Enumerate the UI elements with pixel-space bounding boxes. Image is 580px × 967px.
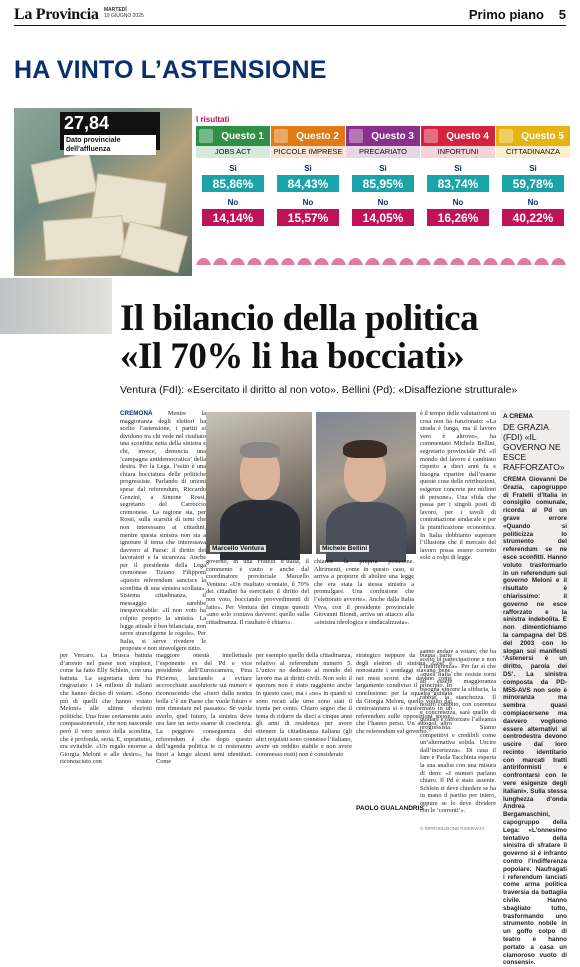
crowd-figure [297, 258, 312, 276]
turnout-value: 27,84 [64, 113, 110, 133]
crowd-illustration [196, 258, 566, 276]
crowd-figure [483, 258, 498, 276]
portrait-hair [240, 442, 280, 458]
yes-value: 83,74% [427, 175, 489, 192]
portrait-body [326, 502, 406, 562]
question-icon [274, 129, 288, 143]
no-value: 16,26% [427, 209, 489, 226]
article-text: Mentre la maggioranza degli elettori ha scelto l’astensione, i partiti si dividono tra chi vede nel risultato una sconfitta netta della sinistra e chi, invece, denuncia una ‘campagna antidemocratica’ della destra. Per la Lega, l’esito è una chiara bocciatura delle politiche progressiste. Parlando di unioni spese dal referendum, Riccardo Genzini, a Simone Rossi, segretario del Carroccio cremonese. La ragione sta, per Rossi, sulla scarsità di temi che non interessano ai cittadini, mentre questa sinistra non sta a ignorare il tema che interessava davvero al Paese: il diritto dei lavoratori e la sicurezza. Anche per il presidente della Lega cremonese Tiziano Filipponi «questo referendum sancisce la sconfitta di una sinistra scollata». Sistema cittadinanza, il messaggio sarebbe inequivocabile: «Il non voto ha colpito proprio la sinistra. La legge attuale è ben bilanciata, non serve stravolgerne le regole». Per Italia, si serve rivedere le proposte e non stravolgere tutto. [120, 410, 206, 653]
crowd-figure [264, 258, 279, 276]
copyright-note: © RIPRODUZIONE RISERVATA [420, 826, 485, 831]
no-value: 40,22% [502, 209, 564, 226]
question-name: Questo 4 [446, 130, 489, 142]
portrait-hair [343, 440, 387, 458]
article-dateline: CREMONA [120, 410, 153, 417]
question-icon [199, 129, 213, 143]
crowd-figure [534, 258, 549, 276]
issue-date [104, 7, 144, 19]
question-topic: INFORTUNI [421, 146, 495, 158]
crowd-figure [365, 258, 380, 276]
photo-caption: Michele Bellini [322, 545, 368, 552]
photo-caption: Marcello Ventura [212, 545, 265, 552]
turnout-label: Dato provinciale dell’affluenza [64, 135, 156, 155]
sidebar-kicker: A CREMA [503, 413, 534, 420]
no-value: 15,57% [277, 209, 339, 226]
question-icon [424, 129, 438, 143]
results-title: I risultati [196, 115, 230, 124]
no-label: No [227, 198, 239, 207]
ballot-sheet [43, 215, 126, 260]
headline-line1: Il bilancio della politica [120, 298, 479, 339]
yes-value: 59,78% [502, 175, 564, 192]
question-column [346, 126, 420, 250]
question-topic: PRECARIATO [346, 146, 420, 158]
question-topic: CITTADINANZA [496, 146, 570, 158]
yes-value: 84,43% [277, 175, 339, 192]
question-topic: JOBS ACT [196, 146, 270, 158]
editorial-column-2: maggiore onestà intellettuale l’esponente ex del Pd e vice presidente dell’Euroscamera, Pina Picierno, lanciando a evitare accrocchiate assolutorie sui numeri e riconoscendo che «fuori dalla nostra bolla c’è un Paese che vuole futuro e non rimestare nel passato». Se vuole averlo, quel futuro, la sinistra deve ora fare un serio esame di coscienza. La peggiore conseguenza del referendum è che dopo questo dell’agenda politica te ci resteranno fuori a lungo alcuni temi identitari. Come [156, 652, 252, 766]
crowd-figure [230, 258, 245, 276]
sidebar-title: DE GRAZIA (FDI) «IL GOVERNO NE ESCE RAFFORZATO» [503, 422, 565, 472]
question-column [196, 126, 270, 250]
article-column-5: sanno andare a votare, che ha scelto la partecipazione e non l’indifferenza». Per far sì che «quell’Italia che resiste torni ad essere maggioranza bisogna vincere la sfiducia, la rabbia, la stanchezza. Il nostro compito, con coerenza e concretezza, sarà quello di guidare e rafforzare l’alleanza progressista. Siamo competitivi e credibili come un’alternativa solida. Uscire dall’incertezza». Di casa il fare è Paola Tacchinia esperta la sua analisi con una misura di dem: «I numeri parlano chiaro. Il Pd è stato assente. Schlein si deve chiedere se ha in mano il partito per intero, oppure se lo deve dividere con le ‘correnti’». [420, 648, 496, 815]
yes-label: Sì [454, 164, 462, 173]
issue-date-text: 10 GIUGNO 2025 [104, 13, 144, 19]
question-header [196, 126, 270, 146]
yes-label: Sì [379, 164, 387, 173]
sidebar-text: CREMA Giovanni De Grazia, capogruppo di Fratelli d’Italia in consiglio comunale, ricorda al Pd un grave errore «Quando si politicizza lo strumento del referendum se ne esce sconfitti. Hanno voluto trasformarlo in un referendum sul governo Meloni e il risultato è chiarissimo: il governo ne esce rafforzato e la sinistra indebolita. E non dimentichiamo la campagna del DS del 2003 con lo slogan sui manifesti ‘Astenersi è un diritto, parola dei DS’. La sinistra composta da PD-M5S-AVS non solo è minoranza ma sembra quasi compiacersene ma davvero vogliono essere alternativi al centrodestra devono uscire dal loro recinto identitario con marcati tratti antiriformisti e confrontarsi con le vere esigenze degli italiani». Sulla stessa lunghezza d’onda Andrea Bergamaschini, capogruppo della Lega: «L’onnesimo tentativo della sinistra di sfratare il governo si è infranto contro l’indifferenza popolare. Naufragati i referendum lanciati come arma politica traversia da battaglia civile. Hanno sbagliato tutto, trasformando uno strumento nobile in un goffo colpo di teatro e hanno portato a casa un clamoroso vuoto di consensi». [503, 476, 567, 967]
crowd-figure [348, 258, 363, 276]
question-column [421, 126, 495, 250]
crowd-figure [382, 258, 397, 276]
question-name: Questo 3 [371, 130, 414, 142]
question-name: Questo 2 [296, 130, 339, 142]
question-name: Questo 1 [221, 130, 264, 142]
article-column-4: è il tempo delle valutazioni su cosa non ha funzionato: «La strada è lunga, ma il lavoro vero è altrove», ha commentato Michele Bellini, segretario provinciale Pd. «Il mondo del lavoro è cambiato rispetto a dieci anni fa e bisogna ripartire dall’esame queste cose delle retribuzioni, esigenze concrete per milioni di persone». Una sfida che passa per i singoli posti di lavoro, per i tavoli di contrattazione sindacale e per la pianificazione economica. In Italia dobbiamo superare l’illusione che il mercato del lavoro possa essere corretto solo a colpi di legge. [420, 410, 496, 562]
crowd-figure [416, 258, 431, 276]
question-header [271, 126, 345, 146]
question-header [421, 126, 495, 146]
question-header [346, 126, 420, 146]
page-number: 5 [558, 7, 566, 22]
crowd-figure [281, 258, 296, 276]
crowd-figure [314, 258, 329, 276]
yes-value: 85,95% [352, 175, 414, 192]
editorial-column-3: per esempio quello della cittadinanza, relativo al referendum numero 5. L’unico no dedicato al mondo del lavoro ma ai diritti civili. Non solo il quorum non è stato raggiunto anche in questo caso, ma i «no» in quanti si sono recati alle urne sono stati il trenta per cento. Chiaro segno che il tema di ridurre da dieci a cinque anni gli anni di residenza per avere ottenere la cittadinanza italiana (gli altri requisiti sono connesse l’italiano, avere un reddito stabile e non avere commesso reati) non è considerato [256, 652, 353, 758]
article-column-3: chiarire la propria posizione. Altrimenti, come in questo caso, si arriva a proporre di abolire una legge che era stata la stessa sinistra a promulgare. Una confusione che l’elettorato avverte». Anche dalla Italia Viva, con il presidente provinciale Giovanni Biondi, arriva un attacco alla «sinistra ideologica e sindacalizzata». [314, 558, 414, 626]
crowd-figure [450, 258, 465, 276]
question-icon [499, 129, 513, 143]
question-column [496, 126, 570, 250]
ventura-photo [206, 412, 312, 554]
crowd-figure [500, 258, 515, 276]
subheadline: Ventura (FdI): «Esercitato il diritto al non voto». Bellini (Pd): «Disaffezione strutturale» [120, 384, 518, 396]
newspaper-logo: La Provincia [14, 6, 99, 23]
yes-value: 85,86% [202, 175, 264, 192]
editorial-column-1: per Vercaro. La brusca battuta d’arresto nel paese non stupisce, come ha fatto Elly Schlein, con una battuta. La segretaria dem ha ringraziato i 14 milioni di italiani che hanno deciso di votare. «Sono più di quelli che hanno votato Meloni» alle ultime elezioni politiche. Una frase certamente auto compassionevole, che non nasconde però il vero senso della sconfitta, che è profonda, seria. E, soprattutto, era evitabile. «Un regalo enorme a Giorgia Meloni e alle destre», ha riconosciuto con [60, 652, 152, 766]
article-column-2: governo, in una Fratelli d’Italia, il commento è cauto e anche dal coordinatore provinciale Marcello Ventura: «Un risultato scontato, il 70% dei cittadini ha esercitato il diritto del non voto, bocciando provvedimenti di fatto». Per Ventura dei cinque quesiti «uno solo contava davvero: quello sulla cittadinanza. Il risultato è chiaro». [206, 558, 309, 626]
bellini-photo [316, 412, 416, 554]
ballot-sheet [30, 152, 97, 204]
crowd-figure [433, 258, 448, 276]
section-name: Primo piano [468, 7, 544, 22]
headline-line2: «Il 70% li ha bocciati» [120, 336, 465, 377]
crowd-figure [517, 258, 532, 276]
author-signature: PAOLO GUALANDRIS [356, 805, 424, 812]
no-label: No [302, 198, 314, 207]
question-icon [349, 129, 363, 143]
masthead-rule [14, 25, 566, 26]
no-label: No [452, 198, 464, 207]
crowd-figure [399, 258, 414, 276]
question-column [271, 126, 345, 250]
question-header [496, 126, 570, 146]
crowd-figure [196, 258, 211, 276]
masthead [14, 6, 566, 24]
turnout-box [60, 112, 160, 153]
crowd-figure [331, 258, 346, 276]
headline [120, 300, 566, 376]
yes-label: Sì [229, 164, 237, 173]
no-label: No [527, 198, 539, 207]
crowd-figure [213, 258, 228, 276]
crowd-figure [467, 258, 482, 276]
article-column-1 [120, 410, 206, 653]
yes-label: Sì [529, 164, 537, 173]
crowd-figure [247, 258, 262, 276]
no-value: 14,14% [202, 209, 264, 226]
no-label: No [377, 198, 389, 207]
yes-label: Sì [304, 164, 312, 173]
sidebar-box [500, 410, 570, 967]
no-value: 14,05% [352, 209, 414, 226]
issue-day: MARTEDÌ [104, 7, 127, 13]
question-topic: PICCOLE IMPRESE [271, 146, 345, 158]
question-name: Questo 5 [521, 130, 564, 142]
ballot-box-photo [0, 278, 112, 334]
crowd-figure [551, 258, 566, 276]
page-kicker: HA VINTO L’ASTENSIONE [14, 56, 327, 84]
editorial-text: strategico neppure da buona parte degli elettori di sinistra. Così è nonostante i sondaggi stavano bene, nei mesi scorsi che davano come largamente condiviso il principio. In conclusione: per la squadra guidata da Giorgia Meloni, quello voluto dal centrosinistra si è trasformato in un referendum sulle opposizioni stesse, che l’hanno perso. Un autogol, altro che referendum sul governo. [356, 652, 452, 735]
ballot-sheet [120, 221, 188, 273]
